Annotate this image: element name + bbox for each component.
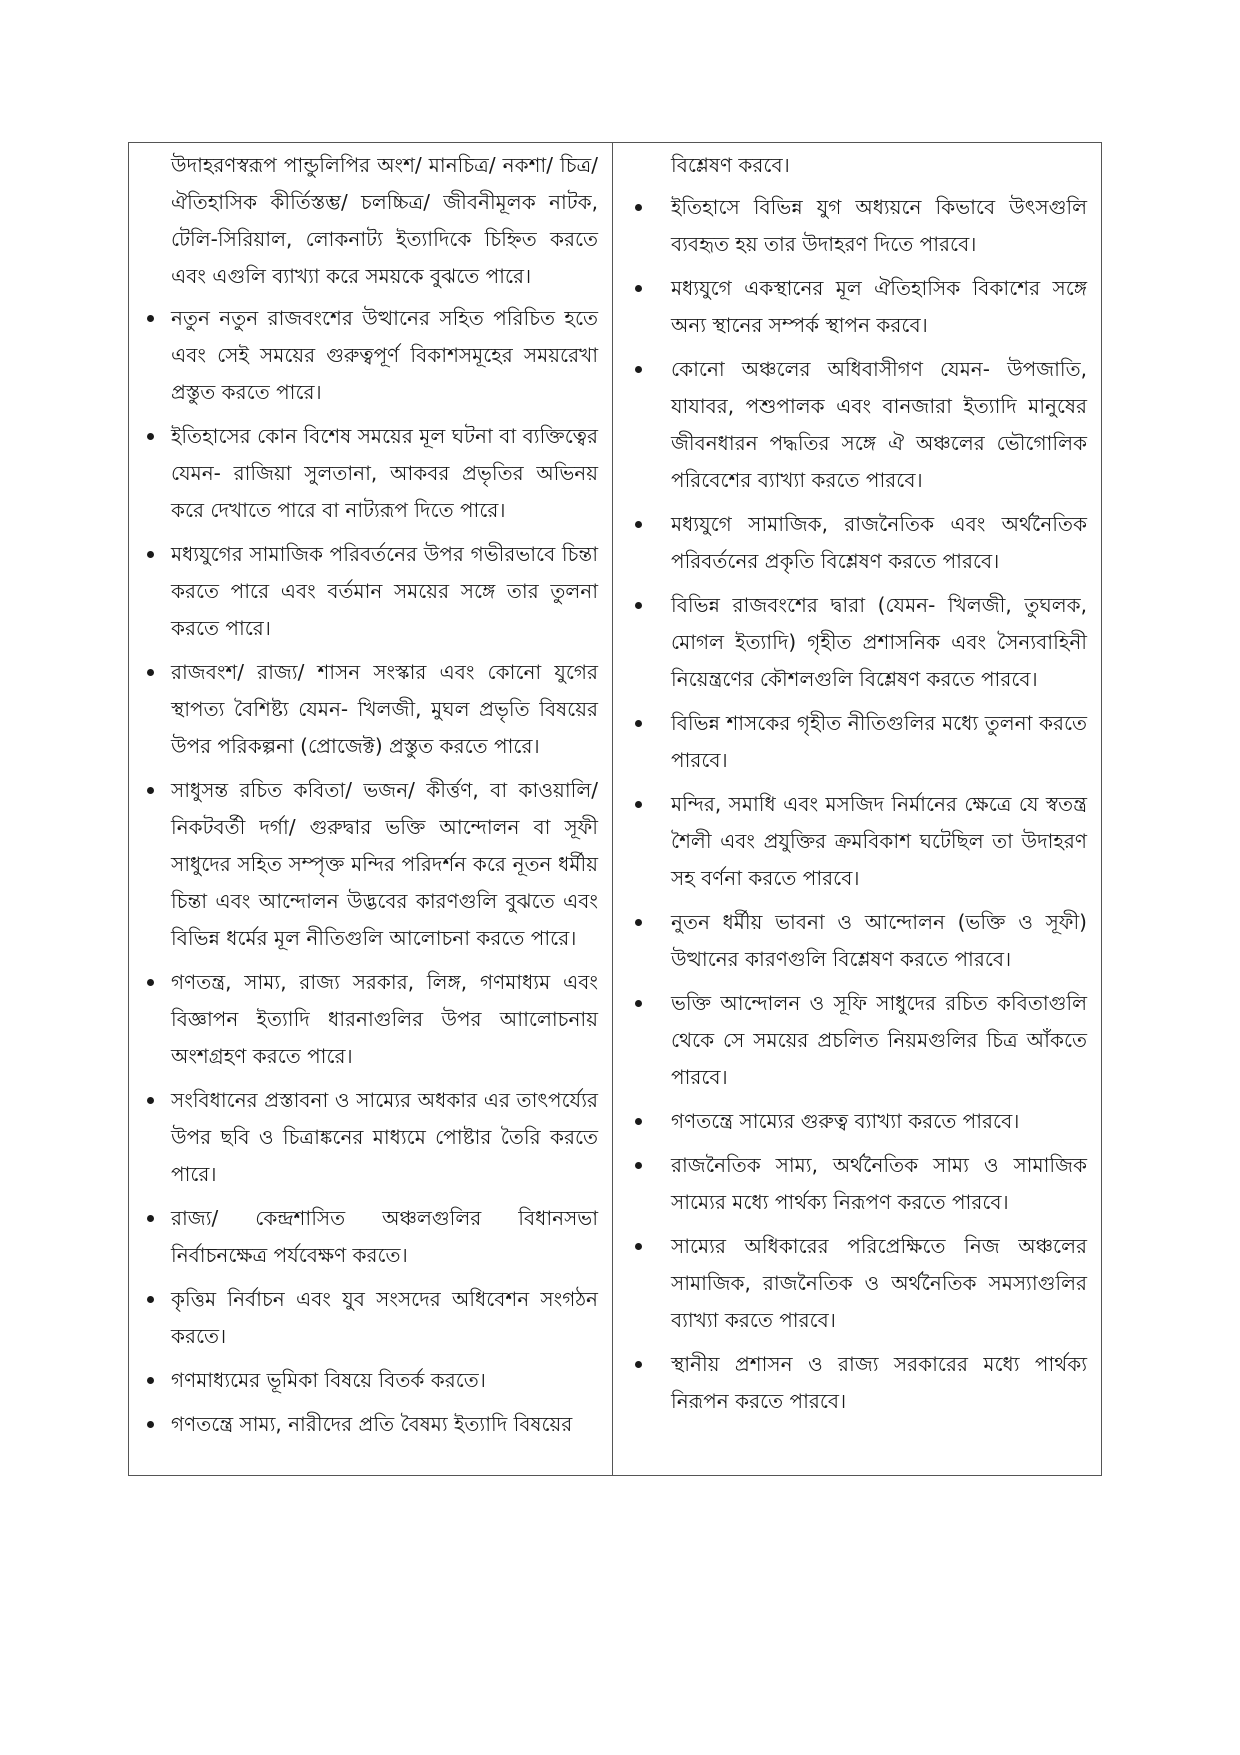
list-item: বিভিন্ন রাজবংশের দ্বারা (যেমন- খিলজী, তুঘলক, মোগল ইত্যাদি) গৃহীত প্রশাসনিক এবং সৈন্যবাহিনী নিয়েন্ত্রণের কৌশলগুলি বিশ্লেষণ করতে পারবে। (629, 587, 1087, 698)
bullet-icon (635, 521, 642, 528)
list-item: নতুন নতুন রাজবংশের উত্থানের সহিত পরিচিত হতে এবং সেই সময়ের গুরুত্বপূর্ণ বিকাশসমূহের সময়রেখা প্রস্তুত করতে পারে। (147, 300, 598, 411)
list-item: মধ্যযুগের সামাজিক পরিবর্তনের উপর গভীরভাবে চিন্তা করতে পারে এবং বর্তমান সময়ের সঙ্গে তার তুলনা করতে পারে। (147, 536, 598, 647)
bullet-icon (635, 1243, 642, 1250)
list-item: রাজ্য/ কেন্দ্রশাসিত অঞ্চলগুলির বিধানসভা নির্বাচনক্ষেত্র পর্যবেক্ষণ করতে। (147, 1200, 598, 1274)
left-column (129, 143, 613, 1475)
list-item: সংবিধানের প্রস্তাবনা ও সাম্যের অধকার এর তাৎপর্য্যের উপর ছবি ও চিত্রাঙ্কনের মাধ্যমে পোষ্টার তৈরি করতে পারে। (147, 1082, 598, 1193)
list-item: রাজবংশ/ রাজ্য/ শাসন সংস্কার এবং কোনো যুগের স্থাপত্য বৈশিষ্ট্য যেমন- খিলজী, মুঘল প্রভৃতি বিষয়ের উপর পরিকল্পনা (প্রোজেক্ট) প্রস্তুত করতে পারে। (147, 654, 598, 765)
list-item: কোনো অঞ্চলের অধিবাসীগণ যেমন- উপজাতি, যাযাবর, পশুপালক এবং বানজারা ইত্যাদি মানুষের জীবনধারন পদ্ধতির সঙ্গে ঐ অঞ্চলের ভৌগোলিক পরিবেশের ব্যাখ্যা করতে পারবে। (629, 351, 1087, 499)
list-item: সাম্যের অধিকারের পরিপ্রেক্ষিতে নিজ অঞ্চলের সামাজিক, রাজনৈতিক ও অর্থনৈতিক সমস্যাগুলির ব্যাখ্যা করতে পারবে। (629, 1228, 1087, 1339)
bullet-icon (635, 1361, 642, 1368)
bullet-icon (147, 1215, 154, 1222)
list-item: স্থানীয় প্রশাসন ও রাজ্য সরকারের মধ্যে পার্থক্য নিরূপন করতে পারবে। (629, 1346, 1087, 1420)
bullet-icon (147, 1097, 154, 1104)
bullet-icon (635, 801, 642, 808)
list-item: গণতন্ত্র, সাম্য, রাজ্য সরকার, লিঙ্গ, গণমাধ্যম এবং বিজ্ঞাপন ইত্যাদি ধারনাগুলির উপর আালোচনায় অংশগ্রহণ করতে পারে। (147, 964, 598, 1075)
right-column (613, 143, 1101, 1475)
right-continuation-text: বিশ্লেষণ করবে। (671, 153, 790, 177)
bullet-icon (147, 979, 154, 986)
list-item: সাধুসন্ত রচিত কবিতা/ ভজন/ কীর্ত্তণ, বা কাওয়ালি/ নিকটবর্তী দর্গা/ গুরুদ্বার ভক্তি আন্দোলন বা সূফী সাধুদের সহিত সম্পৃক্ত মন্দির পরিদর্শন করে নূতন ধর্মীয় চিন্তা এবং আন্দোলন উদ্ভবের কারণগুলি বুঝতে এবং বিভিন্ন ধর্মের মূল নীতিগুলি আলোচনা করতে পারে। (147, 772, 598, 957)
bullet-icon (147, 669, 154, 676)
bullet-icon (147, 551, 154, 558)
list-item: গণতন্ত্রে সাম্য, নারীদের প্রতি বৈষম্য ইত্যাদি বিষয়ের (147, 1406, 598, 1443)
list-item: ইতিহাসে বিভিন্ন যুগ অধ্যয়নে কিভাবে উৎসগুলি ব্যবহৃত হয় তার উদাহরণ দিতে পারবে। (629, 189, 1087, 263)
left-continuation-text: উদাহরণস্বরূপ পান্ডুলিপির অংশ/ মানচিত্র/ নকশা/ চিত্র/ ঐতিহাসিক কীর্তিস্তম্ভ/ চলচ্চিত্র/ জীবনীমূলক নাটক, টেলি-সিরিয়াল, লোকনাট্য ইত্যাদিকে চিহ্নিত করতে এবং এগুলি ব্যাখ্যা করে সময়কে বুঝতে পারে। (171, 153, 598, 288)
bullet-icon (147, 433, 154, 440)
bullet-icon (635, 1000, 642, 1007)
bullet-icon (147, 1377, 154, 1384)
list-item: গণতন্ত্রে সাম্যের গুরুত্ব ব্যাখ্যা করতে পারবে। (629, 1103, 1087, 1140)
list-item: গণমাধ্যমের ভূমিকা বিষয়ে বিতর্ক করতে। (147, 1362, 598, 1399)
bullet-icon (147, 1296, 154, 1303)
bullet-icon (635, 1162, 642, 1169)
bullet-icon (147, 787, 154, 794)
bullet-icon (147, 1421, 154, 1428)
list-item: ইতিহাসের কোন বিশেষ সময়ের মূল ঘটনা বা ব্যক্তিত্বের যেমন- রাজিয়া সুলতানা, আকবর প্রভৃতির অভিনয় করে দেখাতে পারে বা নাট্যরূপ দিতে পারে। (147, 418, 598, 529)
list-item: নুতন ধর্মীয় ভাবনা ও আন্দোলন (ভক্তি ও সূফী) উত্থানের কারণগুলি বিশ্লেষণ করতে পারবে। (629, 904, 1087, 978)
bullet-icon (635, 204, 642, 211)
bullet-icon (635, 1118, 642, 1125)
list-item: ভক্তি আন্দোলন ও সূফি সাধুদের রচিত কবিতাগুলি থেকে সে সময়ের প্রচলিত নিয়মগুলির চিত্র আঁকতে পারবে। (629, 985, 1087, 1096)
bullet-icon (147, 315, 154, 322)
bullet-icon (635, 602, 642, 609)
list-item: কৃত্তিম নির্বাচন এবং যুব সংসদের অধিবেশন সংগঠন করতে। (147, 1281, 598, 1355)
bullet-icon (635, 366, 642, 373)
bullet-icon (635, 720, 642, 727)
list-item: বিভিন্ন শাসকের গৃহীত নীতিগুলির মধ্যে তুলনা করতে পারবে। (629, 705, 1087, 779)
outcomes-table (128, 142, 1102, 1476)
list-item: রাজনৈতিক সাম্য, অর্থনৈতিক সাম্য ও সামাজিক সাম্যের মধ্যে পার্থক্য নিরূপণ করতে পারবে। (629, 1147, 1087, 1221)
bullet-icon (635, 285, 642, 292)
list-item: মধ্যযুগে সামাজিক, রাজনৈতিক এবং অর্থনৈতিক পরিবর্তনের প্রকৃতি বিশ্লেষণ করতে পারবে। (629, 506, 1087, 580)
bullet-icon (635, 919, 642, 926)
list-item: মন্দির, সমাধি এবং মসজিদ নির্মানের ক্ষেত্রে যে স্বতন্ত্র শৈলী এবং প্রযুক্তির ক্রমবিকাশ ঘটেছিল তা উদাহরণ সহ বর্ণনা করতে পারবে। (629, 786, 1087, 897)
list-item: মধ্যযুগে একস্থানের মূল ঐতিহাসিক বিকাশের সঙ্গে অন্য স্থানের সম্পর্ক স্থাপন করবে। (629, 270, 1087, 344)
